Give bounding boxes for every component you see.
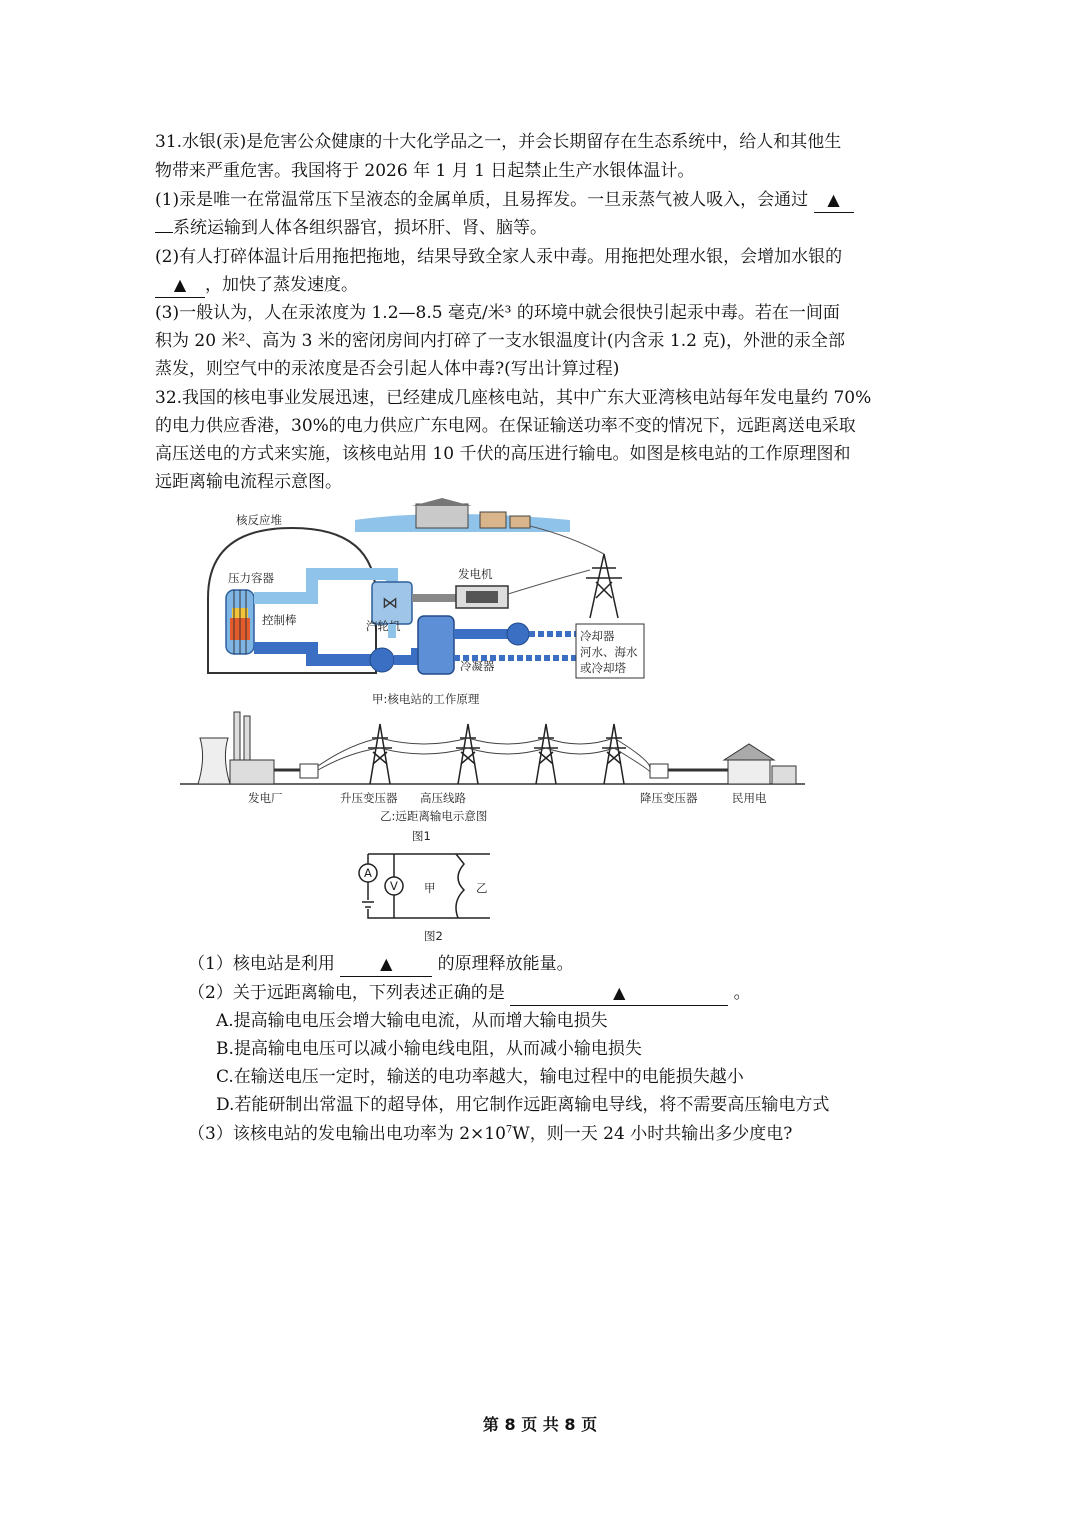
page-total: 8: [564, 1415, 576, 1434]
generator-wire: [508, 570, 590, 594]
pylon-top: [586, 554, 622, 618]
q32-line-2: 的电力供应香港，30%的电力供应广东电网。在保证输送功率不变的情况下，远距离送电采取: [155, 416, 856, 436]
civil-label: 民用电: [732, 791, 767, 805]
step-up-label: 升压变压器: [340, 791, 398, 805]
q31-part3-line-3: 蒸发，则空气中的汞浓度是否会引起人体中毒?(写出计算过程): [155, 359, 620, 379]
ammeter-label: A: [364, 866, 372, 880]
generator-core: [466, 591, 498, 603]
q31-part1-text-b: 系统运输到人体各组织器官，损坏肝、肾、脑等。: [173, 218, 547, 238]
triangle-mark: ▲: [827, 190, 840, 209]
circuit-battery-wire: [368, 909, 384, 918]
answer-blank-1-cont[interactable]: [155, 232, 173, 233]
transmission-diagram: [180, 712, 805, 843]
q32-sub1-text-a: （1）核电站是利用: [188, 954, 335, 974]
answer-blank-3[interactable]: [340, 952, 432, 977]
power-plant-label: 发电厂: [248, 791, 283, 805]
q32-line-4: 远距离输电流程示意图。: [155, 472, 342, 492]
triangle-mark: ▲: [613, 983, 626, 1002]
page-number: 8: [504, 1415, 516, 1434]
reactor-diagram: [208, 498, 644, 706]
turbine-label: 汽轮机: [366, 619, 401, 633]
condenser-label: 冷凝器: [460, 659, 495, 673]
q31-line-1: 31.水银(汞)是危害公众健康的十大化学品之一，并会长期留存在生态系统中，给人和其他生: [155, 132, 842, 152]
q32-sub2-text-b: 。: [733, 983, 751, 1003]
q32-line-1: 32.我国的核电事业发展迅速，已经建成几座核电站，其中广东大亚湾核电站每年发电量约 70%: [155, 388, 872, 408]
circuit-yi-label: 乙: [476, 881, 488, 895]
pump-outlet-pipe: [394, 648, 416, 660]
figure-2-label: 图2: [424, 929, 443, 943]
q32-sub2-text-a: （2）关于远距离输电，下列表述正确的是: [188, 983, 505, 1003]
q32-sub3: [188, 1120, 792, 1148]
q32-sub2: [188, 979, 751, 1007]
triangle-mark: ▲: [173, 275, 187, 294]
q31-part1-text-a: (1)汞是唯一在常温常压下呈液态的金属单质，且易挥发。一旦汞蒸气被人吸入，会通过: [155, 190, 809, 210]
footer-suffix: 页: [581, 1415, 598, 1434]
step-down-label: 降压变压器: [640, 791, 698, 805]
q31-part2-text-b: ，加快了蒸发速度。: [205, 275, 358, 295]
answer-blank-1[interactable]: [814, 188, 854, 213]
q32-sub3-text-a: （3）该核电站的发电输出电功率为 2×10: [188, 1124, 506, 1144]
caption-jia: 甲:核电站的工作原理: [372, 692, 480, 706]
house-small: [480, 512, 506, 528]
battery: [362, 902, 374, 907]
q32-sub1-text-b: 的原理释放能量。: [437, 954, 574, 974]
circuit-diagram: [359, 854, 490, 943]
q31-part1-line-1: [155, 186, 854, 214]
q31-part2-line-2: [155, 271, 358, 299]
q31-line-2: 物带来严重危害。我国将于 2026 年 1 月 1 日起禁止生产水银体温计。: [155, 161, 695, 181]
cooling-pump: [507, 623, 529, 645]
option-c[interactable]: C.在输送电压一定时，输送的电功率越大，输电过程中的电能损失越小: [216, 1067, 744, 1087]
control-rod-label: 控制棒: [262, 613, 297, 627]
q31-part1-line-2: [155, 214, 547, 242]
pressure-vessel-label: 压力容器: [228, 571, 274, 585]
answer-blank-2[interactable]: [155, 273, 205, 298]
option-d[interactable]: D.若能研制出常温下的超导体，用它制作远距离输电导线，将不需要高压输电方式: [216, 1095, 830, 1115]
civil-house-roof: [724, 744, 774, 760]
answer-blank-4[interactable]: [510, 981, 728, 1006]
q32-sub1: [188, 950, 574, 978]
cold-pipe: [254, 648, 372, 660]
figure-1-label: 图1: [412, 829, 431, 843]
cooler-label-3: 或冷却塔: [580, 661, 626, 675]
circuit-jia-label: 甲: [424, 881, 436, 895]
option-a[interactable]: A.提高输电电压会增大输电电流，从而增大输电损失: [216, 1011, 608, 1031]
step-up-transformer: [300, 764, 318, 778]
q32-line-3: 高压送电的方式来实施，该核电站用 10 千伏的高压进行输电。如图是核电站的工作原理图和: [155, 444, 851, 464]
hv-line-label: 高压线路: [420, 791, 466, 805]
page-footer: [0, 1412, 1080, 1435]
primary-pump: [370, 648, 394, 672]
reactor-label: 核反应堆: [236, 513, 282, 527]
plant-building: [230, 760, 274, 784]
cooling-tower: [198, 738, 230, 784]
q31-part2-line-1: (2)有人打碎体温计后用拖把拖地，结果导致全家人汞中毒。用拖把处理水银，会增加水银的: [155, 247, 843, 267]
option-b[interactable]: B.提高输电电压可以减小输电线电阻，从而减小输电损失: [216, 1039, 642, 1059]
footer-middle: 页 共: [521, 1415, 559, 1434]
nuclear-power-figure: [180, 498, 820, 950]
triangle-mark: ▲: [380, 954, 393, 973]
civil-house-2: [772, 766, 796, 784]
q31-part3-line-2: 积为 20 米²、高为 3 米的密闭房间内打碎了一支水银温度计(内含汞 1.2 克)，外泄的汞全部: [155, 331, 845, 351]
voltmeter-label: V: [390, 879, 398, 893]
hv-wires: [318, 738, 650, 772]
caption-yi: 乙:远距离输电示意图: [380, 809, 488, 823]
cooler-label-1: 冷却器: [580, 629, 615, 643]
condenser: [418, 616, 454, 674]
footer-prefix: 第: [482, 1415, 499, 1434]
house-small-2: [510, 516, 530, 528]
generator-label: 发电机: [458, 567, 493, 581]
q32-sub3-text-b: W，则一天 24 小时共输出多少度电?: [512, 1124, 793, 1144]
step-down-transformer: [650, 764, 668, 778]
broken-wire: [456, 854, 464, 918]
q31-part3-line-1: (3)一般认为，人在汞浓度为 1.2—8.5 毫克/米³ 的环境中就会很快引起汞中毒。若在一间面: [155, 303, 840, 323]
house-large: [416, 504, 468, 528]
turbine-blades: ⋈: [382, 593, 398, 612]
cooler-label-2: 河水、海水: [580, 645, 638, 659]
q32-sub3-exponent: 7: [505, 1124, 513, 1136]
civil-house: [728, 760, 770, 784]
house-large-roof: [412, 498, 472, 506]
